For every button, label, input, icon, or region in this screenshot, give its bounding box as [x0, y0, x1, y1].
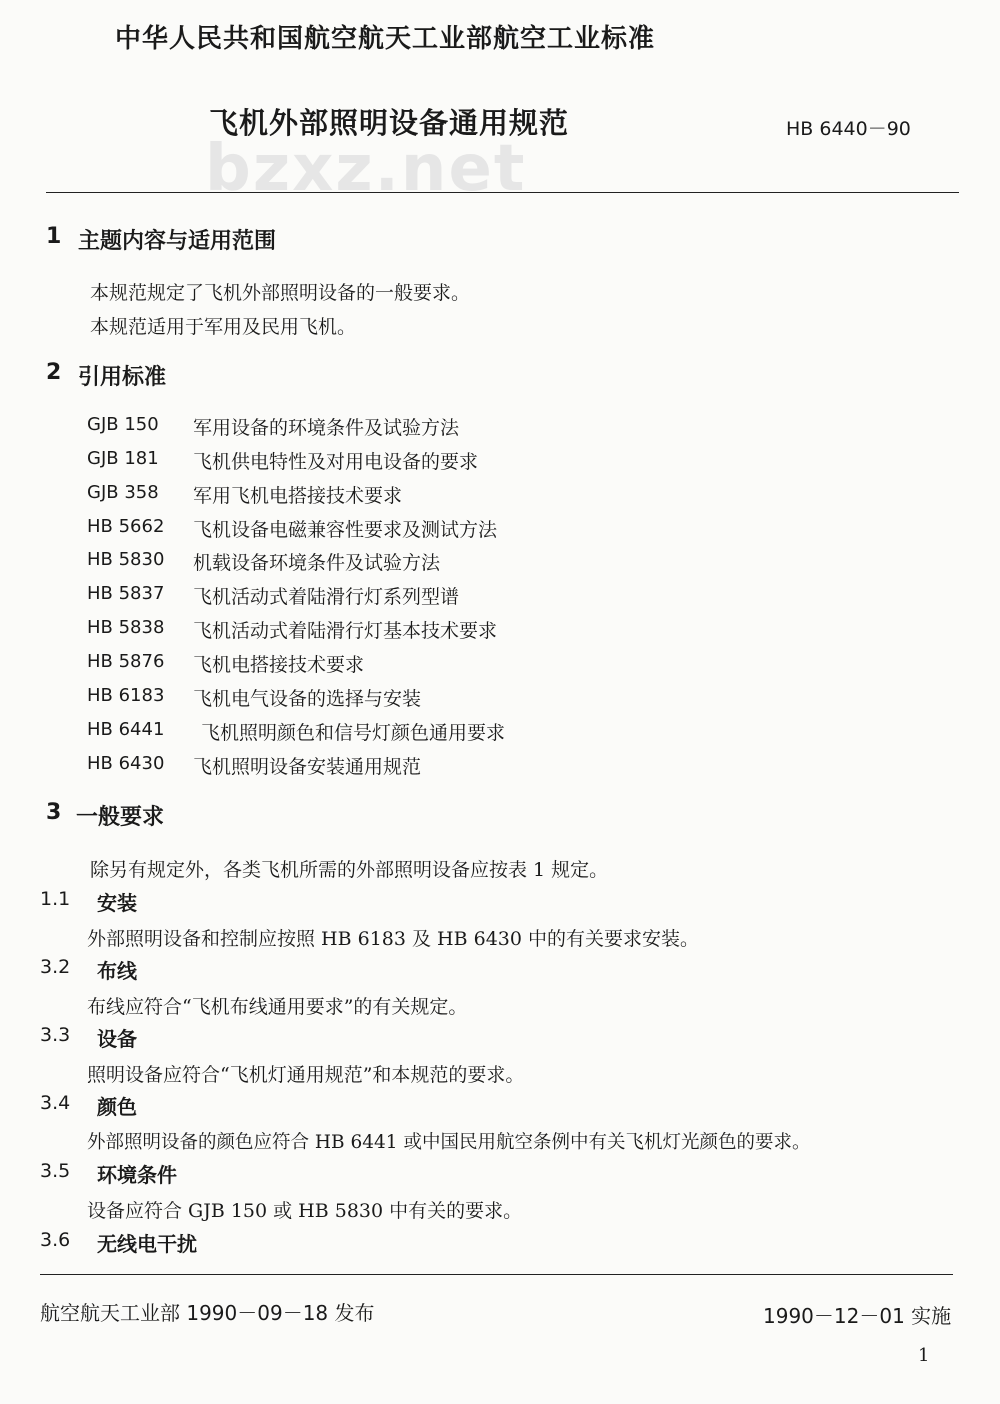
- reference-code: HB 5838: [87, 617, 165, 638]
- reference-title: 机载设备环境条件及试验方法: [193, 552, 441, 574]
- page-number: 1: [918, 1345, 930, 1366]
- subsection-number: 3.6: [40, 1229, 71, 1251]
- issuer-title: 中华人民共和国航空航天工业部航空工业标准: [115, 24, 656, 54]
- reference-code: GJB 150: [87, 414, 159, 435]
- subsection-number: 3.3: [40, 1024, 71, 1046]
- subsection-heading: 布线: [97, 959, 137, 983]
- subsection-heading: 环境条件: [97, 1163, 177, 1187]
- reference-code: HB 5876: [87, 651, 165, 672]
- subsection-heading: 设备: [97, 1027, 137, 1051]
- subsection-text: 外部照明设备和控制应按照 HB 6183 及 HB 6430 中的有关要求安装。: [87, 928, 700, 950]
- reference-code: HB 6430: [87, 753, 165, 774]
- subsection-heading: 颜色: [97, 1095, 137, 1119]
- subsection-number: 3.5: [40, 1160, 71, 1182]
- subsection-heading: 安装: [97, 891, 137, 915]
- reference-code: HB 5830: [87, 549, 165, 570]
- issue-date: 航空航天工业部 1990－09－18 发布: [40, 1301, 375, 1325]
- section-3-intro: 除另有规定外，各类飞机所需的外部照明设备应按表 1 规定。: [90, 859, 609, 881]
- watermark: bzxz.net: [205, 132, 527, 206]
- section-2-number: 2: [46, 360, 62, 385]
- subsection-text: 外部照明设备的颜色应符合 HB 6441 或中国民用航空条例中有关飞机灯光颜色的要求。: [87, 1132, 811, 1153]
- section-1-number: 1: [46, 224, 62, 249]
- reference-title: 飞机供电特性及对用电设备的要求: [193, 451, 479, 473]
- standard-code: HB 6440－90: [786, 118, 911, 140]
- footer-rule: [40, 1274, 953, 1275]
- reference-code: HB 5662: [87, 516, 165, 537]
- reference-title: 飞机照明颜色和信号灯颜色通用要求: [201, 722, 506, 744]
- subsection-text: 布线应符合“飞机布线通用要求”的有关规定。: [87, 996, 468, 1018]
- reference-code: GJB 358: [87, 482, 159, 503]
- reference-code: HB 5837: [87, 583, 165, 604]
- subsection-text: 设备应符合 GJB 150 或 HB 5830 中有关的要求。: [87, 1200, 523, 1222]
- reference-title: 军用设备的环境条件及试验方法: [193, 417, 460, 439]
- reference-code: GJB 181: [87, 448, 159, 469]
- subsection-heading: 无线电干扰: [97, 1232, 197, 1256]
- subsection-number: 3.2: [40, 956, 71, 978]
- section-1-heading: 主题内容与适用范围: [78, 229, 277, 254]
- reference-title: 飞机活动式着陆滑行灯系列型谱: [193, 586, 460, 608]
- reference-code: HB 6441: [87, 719, 165, 740]
- section-1-paragraph: 本规范规定了飞机外部照明设备的一般要求。: [90, 282, 471, 304]
- section-3-heading: 一般要求: [76, 805, 165, 830]
- section-3-number: 3: [46, 800, 62, 825]
- section-1-paragraph: 本规范适用于军用及民用飞机。: [90, 316, 357, 338]
- document-title: 飞机外部照明设备通用规范: [209, 106, 570, 140]
- reference-title: 飞机照明设备安装通用规范: [193, 756, 422, 778]
- section-2-heading: 引用标准: [78, 365, 167, 390]
- reference-title: 军用飞机电搭接技术要求: [193, 485, 403, 507]
- reference-code: HB 6183: [87, 685, 165, 706]
- subsection-number: 3.4: [40, 1092, 71, 1114]
- subsection-number: 1.1: [40, 888, 71, 910]
- effective-date: 1990－12－01 实施: [763, 1304, 952, 1328]
- reference-title: 飞机设备电磁兼容性要求及测试方法: [193, 519, 498, 541]
- reference-title: 飞机电气设备的选择与安装: [193, 688, 422, 710]
- subsection-text: 照明设备应符合“飞机灯通用规范”和本规范的要求。: [87, 1064, 525, 1086]
- reference-title: 飞机电搭接技术要求: [193, 654, 365, 676]
- reference-title: 飞机活动式着陆滑行灯基本技术要求: [193, 620, 498, 642]
- header-rule: [46, 192, 959, 193]
